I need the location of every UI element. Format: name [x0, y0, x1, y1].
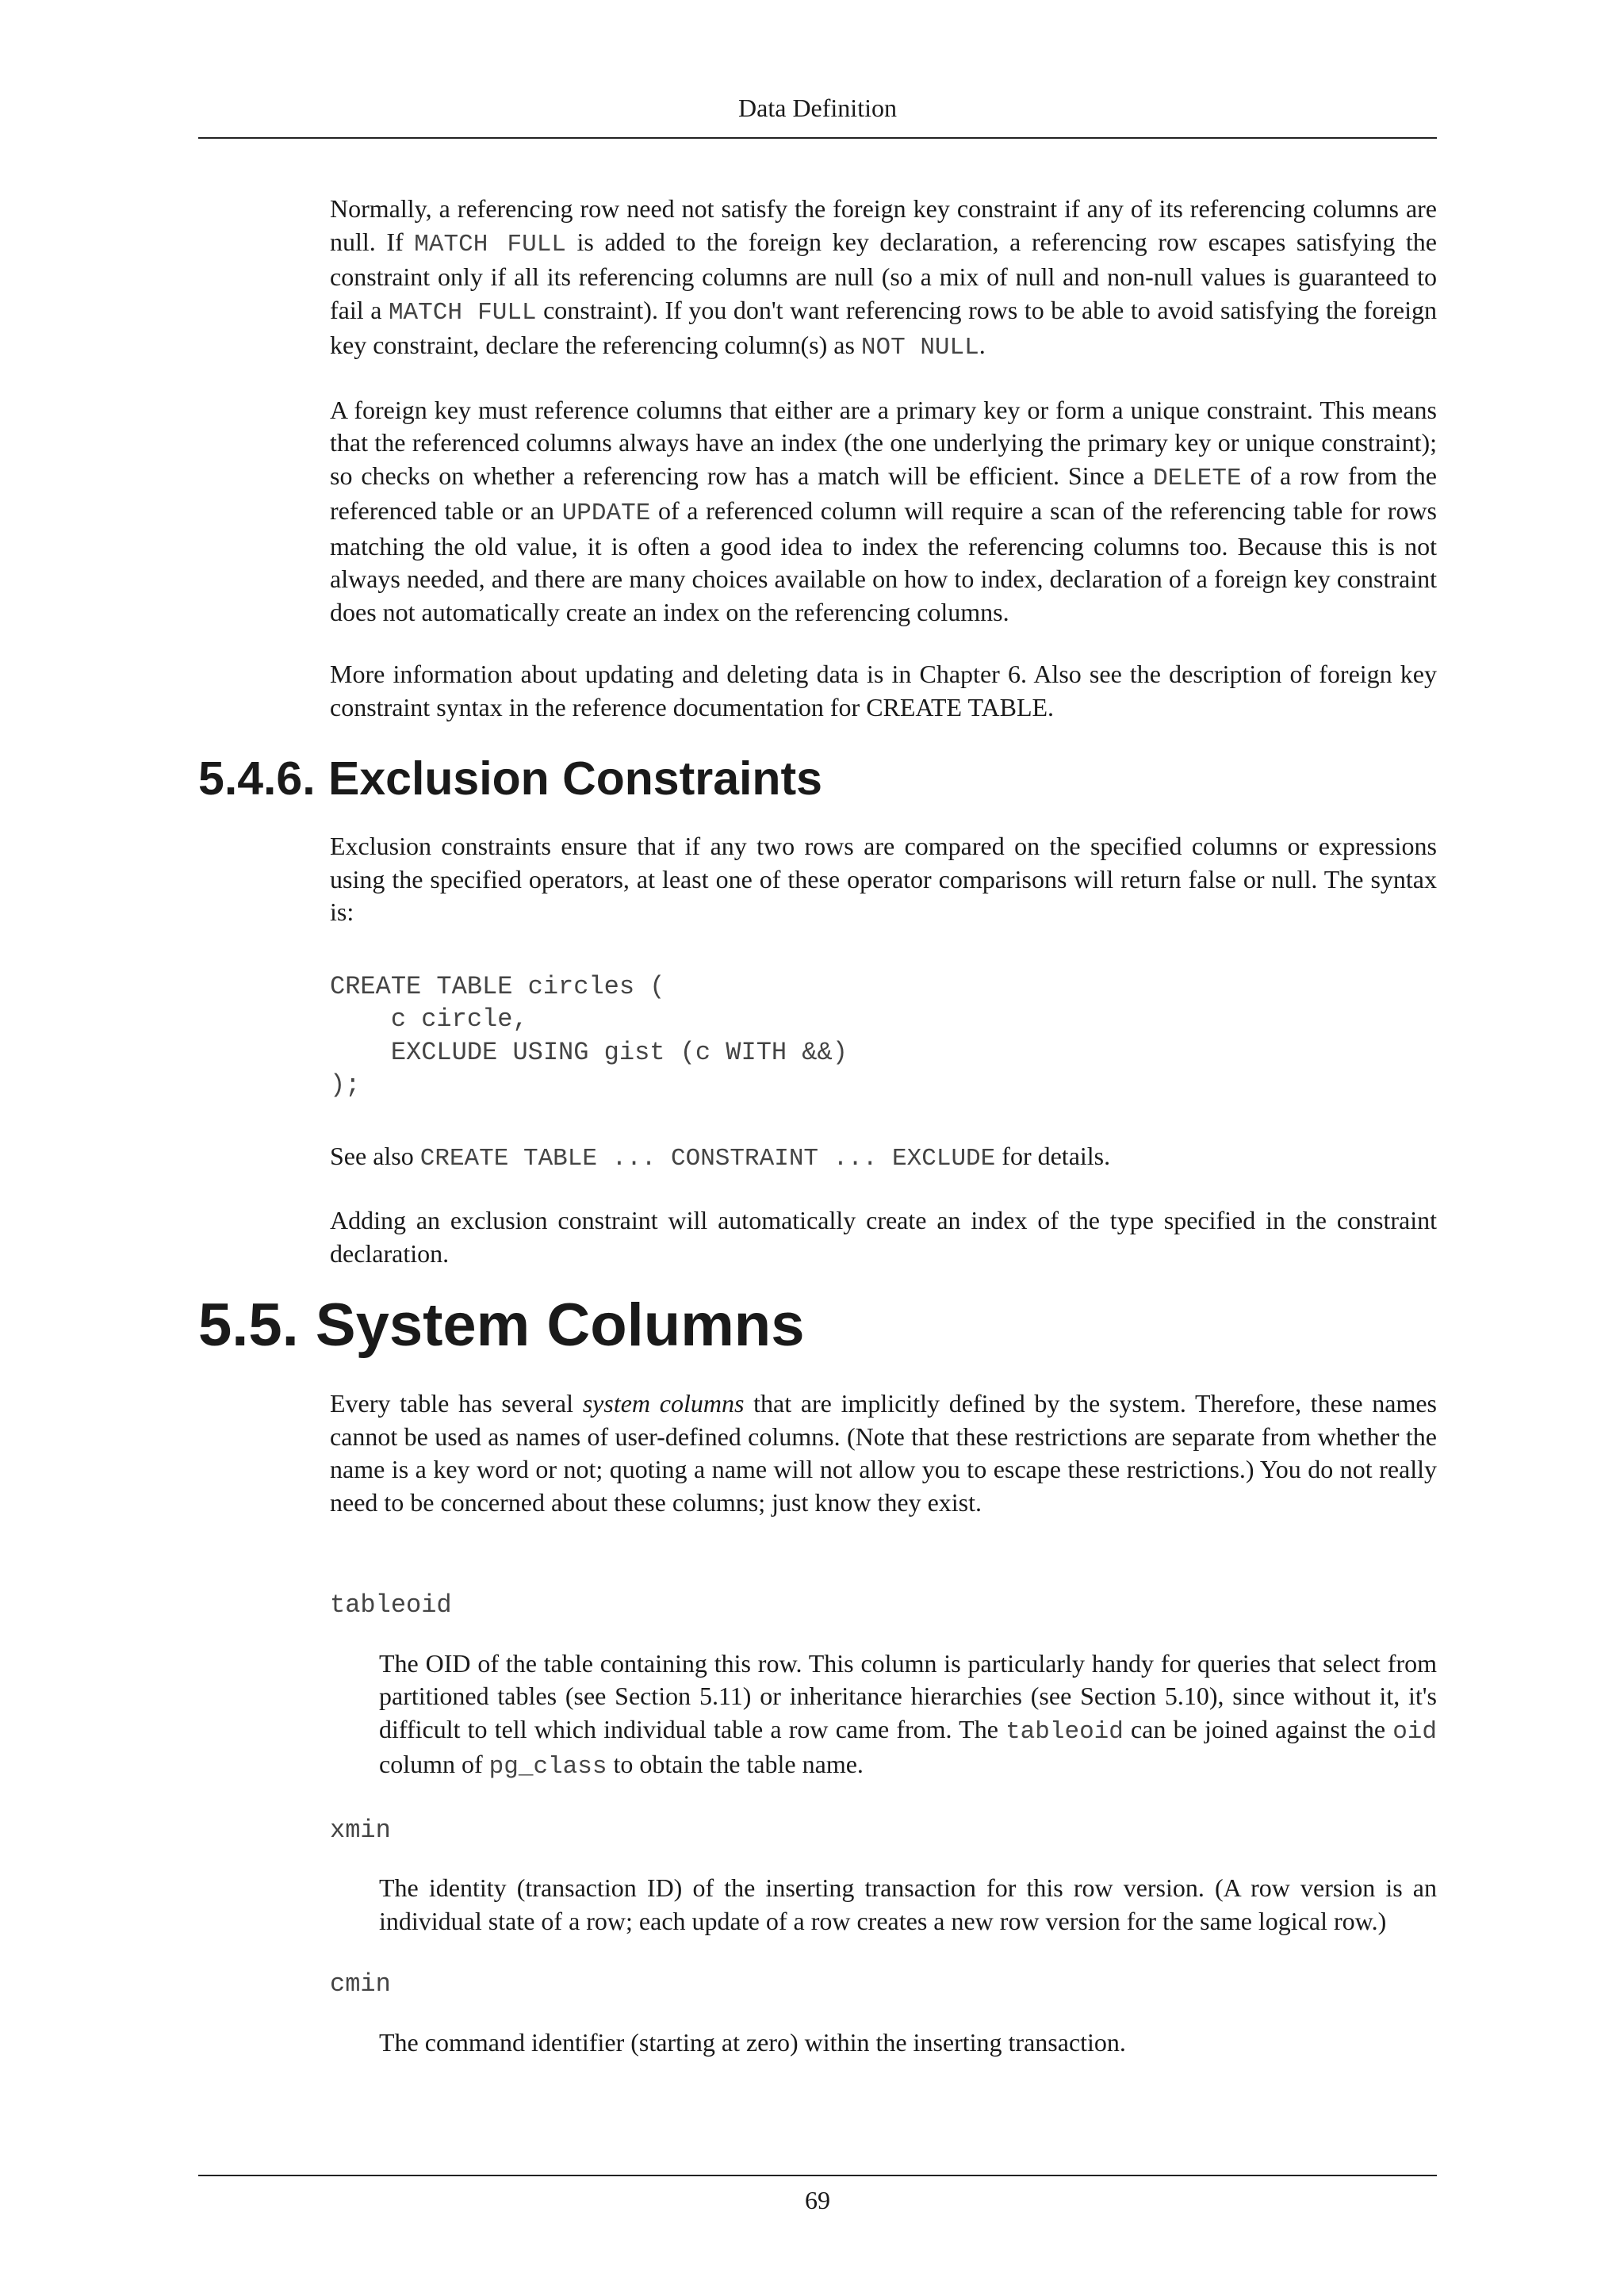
- page-number: 69: [805, 2186, 830, 2214]
- text-run: The OID of the table containing this row. This column is particularly handy for queries that select from partitioned tables (see Section 5.11) or inheritance hierarchies (see Section 5.10), since without it, it's difficult to tell which individual table a row came from. The: [379, 1648, 1437, 1743]
- text-run: column of: [379, 1750, 489, 1778]
- code-pg-class: pg_class: [488, 1753, 607, 1781]
- foreign-key-section: [330, 193, 1437, 724]
- page-content: [198, 193, 1437, 2089]
- section-heading-exclusion: 5.4.6. Exclusion Constraints: [198, 752, 822, 805]
- text-run: constraint). If you don't want referencing rows to be able to avoid satisfying the foreign key constraint, declare the referencing column(s) as: [330, 295, 1438, 359]
- definition-tableoid: [379, 1647, 1437, 1784]
- code-update: UPDATE: [561, 499, 651, 527]
- fk-paragraph-match-full: [330, 193, 1437, 365]
- running-header: Data Definition: [738, 94, 897, 122]
- text-run: can be joined against the: [1123, 1714, 1393, 1743]
- text-run: Every table has several: [330, 1389, 583, 1418]
- code-not-null: NOT NULL: [860, 334, 979, 362]
- definition-xmin: The identity (transaction ID) of the inserting transaction for this row version. (A row version is an individual state of a row; each update of a row creates a new row version for the same logical row.): [379, 1873, 1437, 1935]
- text-run: .: [979, 331, 986, 359]
- text-run: for details.: [995, 1141, 1111, 1170]
- definition-cmin: The command identifier (starting at zero) within the inserting transaction.: [379, 2027, 1126, 2057]
- text-run: to obtain the table name.: [607, 1750, 864, 1778]
- footer-rule: [198, 2175, 1437, 2176]
- exclusion-section: [330, 830, 1437, 1270]
- text-run: A foreign key must reference columns that either are a primary key or form a unique constraint. This means that the referenced columns always have an index (the one underlying the primary key or unique constraint); so checks on whether a referencing row has a match will be efficient. Since a: [330, 395, 1437, 490]
- fk-paragraph-index: [330, 394, 1437, 629]
- code-tableoid: tableoid: [1005, 1717, 1124, 1746]
- exclusion-paragraph-see-also: [330, 1140, 1437, 1176]
- text-run: that are implicitly defined by the system. Therefore, these names cannot be used as names of user-defined columns. (Note that these restrictions are separate from whether the name is a key word or not; quoting a name will not allow you to escape these restrictions.) You do not really need to be concerned about these columns; just know they exist.: [330, 1389, 1438, 1517]
- header-rule: [198, 137, 1437, 139]
- section-heading-system-columns: 5.5. System Columns: [198, 1292, 805, 1359]
- code-match-full: MATCH FULL: [388, 298, 537, 327]
- code-match-full: MATCH FULL: [414, 230, 566, 258]
- term-cmin: cmin: [330, 1969, 391, 1999]
- text-run: See also: [330, 1141, 420, 1170]
- term-xmin: xmin: [330, 1815, 391, 1845]
- emphasis-system-columns: system columns: [582, 1389, 745, 1418]
- text-run: of a referenced column will require a scan of the referencing table for rows matching the old value, it is often a good idea to index the referencing columns too. Because this is not always needed, and there are many choices available on how to index, declaration of a foreign key constraint does not automatically create an index on the referencing columns.: [330, 496, 1438, 626]
- code-create-table-exclude: CREATE TABLE ... CONSTRAINT ... EXCLUDE: [419, 1144, 996, 1173]
- code-block-create-table: CREATE TABLE circles ( c circle, EXCLUDE USING gist (c WITH &&) );: [330, 971, 848, 1100]
- code-oid: oid: [1392, 1717, 1438, 1746]
- text-run: of a row from the referenced table or an: [330, 461, 1438, 525]
- exclusion-paragraph-intro: Exclusion constraints ensure that if any two rows are compared on the specified columns or expressions using the specified operators, at least one of these operator comparisons will return false or null. The syntax is:: [330, 832, 1437, 926]
- code-delete: DELETE: [1152, 464, 1242, 492]
- text-run: is added to the foreign key declaration, a referencing row escapes satisfying the constraint only if all its referencing columns are null (so a mix of null and non-null values is guaranteed to fail a: [330, 227, 1437, 324]
- system-columns-intro: [330, 1387, 1437, 1519]
- fk-paragraph-more-info: More information about updating and deleting data is in Chapter 6. Also see the description of foreign key constraint syntax in the reference documentation for CREATE TABLE.: [330, 660, 1437, 721]
- term-tableoid: tableoid: [330, 1590, 452, 1620]
- exclusion-paragraph-index: Adding an exclusion constraint will automatically create an index of the type specified in the constraint declaration.: [330, 1206, 1437, 1268]
- system-columns-section: [330, 1387, 1437, 2059]
- text-run: Normally, a referencing row need not satisfy the foreign key constraint if any of its referencing columns are null. If: [330, 194, 1437, 256]
